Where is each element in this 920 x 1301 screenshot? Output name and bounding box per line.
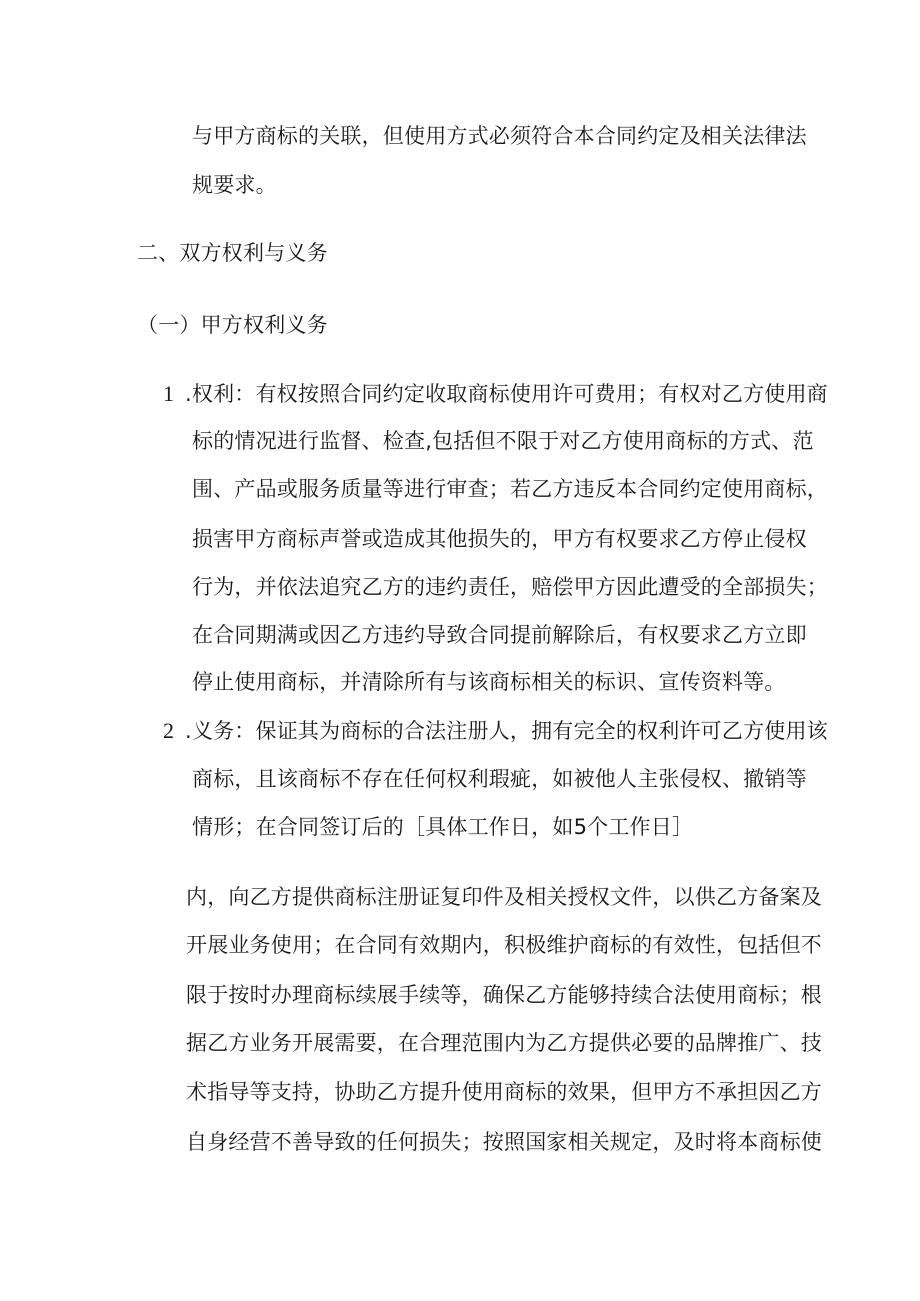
paragraph-line: 开展业务使用；在合同有效期内，积极维护商标的有效性，包括但不 [186,933,822,957]
list-item-number: 2 [163,718,175,743]
paragraph-line: 内，向乙方提供商标注册证复印件及相关授权文件，以供乙方备案及 [186,885,822,909]
subsection-heading: （一）甲方权利义务 [137,313,328,337]
paragraph-line: 据乙方业务开展需要，在合理范围内为乙方提供必要的品牌推广、技 [186,1031,822,1055]
list-item-1-line: 围、产品或服务质量等进行审查；若乙方违反本合同约定使用商标， [192,477,828,501]
list-item-text: .权利：有权按照合同约定收取商标使用许可费用；有权对乙方使用商 [185,382,828,406]
section-heading: 二、双方权利与义务 [137,241,328,265]
paragraph-line: 与甲方商标的关联，但使用方式必须符合本合同约定及相关法律法 [192,124,807,148]
list-item-1-line: 损害甲方商标声誉或造成其他损失的，甲方有权要求乙方停止侵权 [192,527,807,551]
paragraph-line: 规要求。 [192,173,277,197]
paragraph-line: 术指导等支持，协助乙方提升使用商标的效果，但甲方不承担因乙方 [186,1080,822,1104]
list-item-number: 1 [163,381,175,406]
list-item-1-line: 标的情况进行监督、检查,包括但不限于对乙方使用商标的方式、范 [192,429,814,453]
list-item-text: .义务：保证其为商标的合法注册人，拥有完全的权利许可乙方使用该 [185,719,828,743]
paragraph-line: 自身经营不善导致的任何损失；按照国家相关规定，及时将本商标使 [186,1130,822,1154]
list-item-2-line [163,716,828,746]
list-item-1-line [163,379,828,409]
list-item-2-line: 商标，且该商标不存在任何权利瑕疵，如被他人主张侵权、撤销等 [192,767,807,791]
list-item-2-line: 情形；在合同签订后的［具体工作日，如5个工作日］ [192,815,694,839]
list-item-1-line: 在合同期满或因乙方违约导致合同提前解除后，有权要求乙方立即 [192,623,807,647]
list-item-1-line: 行为，并依法追究乙方的违约责任，赔偿甲方因此遭受的全部损失； [192,575,828,599]
list-item-1-line: 停止使用商标，并清除所有与该商标相关的标识、宣传资料等。 [192,670,786,694]
paragraph-line: 限于按时办理商标续展手续等，确保乙方能够持续合法使用商标；根 [186,983,822,1007]
